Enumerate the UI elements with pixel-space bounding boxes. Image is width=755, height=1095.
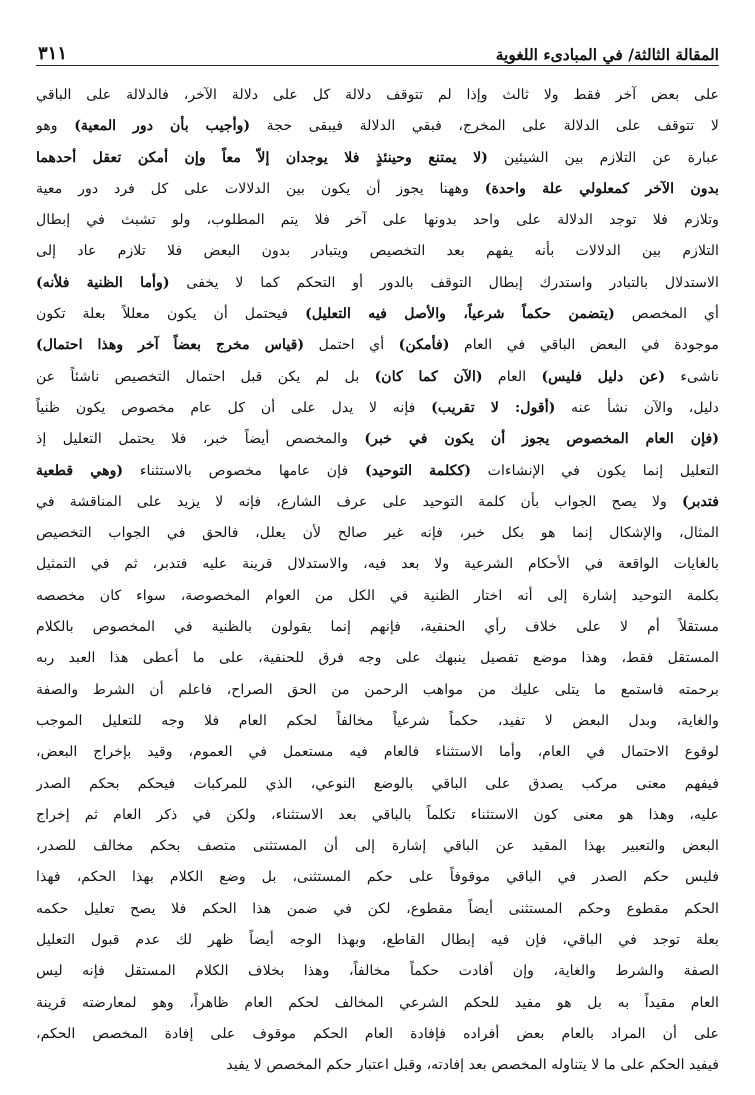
text-segment: فإن عامها مخصوص بالاستثناء (123, 462, 365, 479)
text-segment: الاستدلال بالتبادر واستدرك إبطال التوقف بالدور أو التحكم كما لا يخفى (169, 274, 719, 291)
text-line (36, 643, 719, 674)
text-line (36, 362, 719, 393)
text-segment: دليل، والآن نشأ عنه (555, 399, 719, 416)
text-segment: بكلمة التوحيد إشارة إلى أنه اختار الظنية في الكل من العوام المخصوصة، سواء كان مخصصه (36, 587, 719, 604)
text-segment: موجودة في البعض الباقي في العام (449, 337, 719, 354)
body-text (36, 80, 719, 1082)
text-segment: الحكم مقطوع وحكم المستثنى أيضاً مقطوع، لكن في ضمن هذا الحكم فلا يصح تعليل حكمه (36, 900, 719, 917)
text-segment: الصفة والشرط والغاية، وإن أفادت حكماً مخالفاً، وهذا بخلاف الكلام المستقل فإنه ليس (36, 963, 719, 980)
text-line (36, 769, 719, 800)
text-line (36, 456, 719, 487)
text-line (36, 831, 719, 862)
text-line (36, 925, 719, 956)
text-segment: فيفيد الحكم على ما لا يتناوله المخصص بعد إفادته، وقبل اعتبار حكم المخصص لا يفيد (226, 1057, 719, 1074)
text-segment: لا تتوقف على الدلالة على المخرج، فبقي الدلالة فيبقى حجة (250, 118, 719, 135)
text-segment: ناشىء (665, 368, 719, 385)
text-segment: العام (482, 368, 542, 385)
text-line (36, 487, 719, 518)
text-line (36, 675, 719, 706)
text-line (36, 737, 719, 768)
text-line (36, 143, 719, 174)
text-line (36, 549, 719, 580)
text-line (36, 236, 719, 267)
text-line (36, 268, 719, 299)
text-line (36, 80, 719, 111)
text-line (36, 424, 719, 455)
text-segment: المستقل فقط، وهذا موضع تفصيل ينبهك على وجه فرق للحنفية، على ما أعطى هذا العبد ربه (36, 650, 719, 667)
text-segment: على بعض آخر فقط ولا ثالث وإذا لم تتوقف دلالة كل على دلالة الآخر، فالدلالة على الباقي (36, 87, 719, 103)
bold-segment: (فأمكن) (398, 337, 450, 354)
text-line (36, 612, 719, 643)
text-segment: فيحتمل أن يكون معللاً بعلة تكون (36, 306, 306, 323)
bold-segment: (فإن العام المخصوص يجوز أن يكون في خبر) (364, 431, 719, 448)
text-line (36, 706, 719, 737)
text-segment: عليه، وهذا هو معنى كون الاستثناء تكلماً بالباقي بعد الاستثناء، ولكن في ذكر العام ثم إخراج (36, 806, 719, 823)
text-segment: العام مقيداً به بل هو مفيد للحكم الشرعي المخالف لحكم العام ظاهراً، وهو لمعارضته قرينة (36, 994, 719, 1011)
bold-segment: (عن دليل فليس) (541, 368, 666, 385)
text-line (36, 205, 719, 236)
text-segment: أي احتمل (304, 337, 399, 354)
text-segment: بالغايات الواقعة في الأحكام الشرعية ولا بعد فيه، والاستدلال قرينة عليه فتدبر، ثم في التمثيل (36, 556, 719, 573)
page-number: ٣١١ (38, 43, 68, 64)
text-line (36, 111, 719, 142)
text-segment: وهو (36, 118, 75, 135)
text-segment: وتلازم فلا توجد الدلالة على واحد بدونها على آخر فلا يتم المطلوب، ولو تشبث في إبطال (36, 212, 719, 229)
text-segment: فيفهم معنى مركب يصدق على الباقي بالوضع النوعي، الذي للمركبات فيحكم بحكم الصدر (36, 775, 719, 792)
running-header (38, 34, 719, 64)
text-line (36, 299, 719, 330)
text-line (36, 956, 719, 987)
text-line (36, 1050, 719, 1081)
bold-segment: (أقول: لا تقريب) (431, 399, 556, 416)
bold-segment: (يتضمن حكماً شرعياً، والأصل فيه التعليل) (305, 306, 615, 323)
bold-segment: بدون الآخر كمعلولي علة واحدة) (484, 180, 719, 197)
text-segment: والمخصص أيضاً خبر، فلا يحتمل التعليل إذ (36, 431, 365, 448)
bold-segment: (وهي قطعية (36, 462, 124, 479)
bold-segment: (قياس مخرج بعضاً آخر وهذا احتمال) (36, 337, 305, 354)
text-line (36, 800, 719, 831)
bold-segment: (الآن كما كان) (374, 368, 483, 385)
text-line (36, 1019, 719, 1050)
text-segment: وههنا يجوز أن يكون بين الدلالات على كل فرد دور معية (36, 180, 485, 197)
text-segment: لوقوع الاحتمال في العام، وأما الاستثناء فالعام فيه مستعمل في العموم، وقيد بإخراج البعض، (36, 744, 719, 761)
text-line (36, 518, 719, 549)
text-segment: على أن المراد بالعام بعض أفراده فإفادة العام الحكم موقوف على إفادة المخصص الحكم، (36, 1025, 719, 1042)
text-line (36, 894, 719, 925)
text-segment: فليس حكم الصدر في الباقي موقوفاً على حكم المستثنى، بل وضع الكلام بهذا الحكم، فهذا (36, 869, 719, 886)
text-segment: البعض والتعبير بهذا المقيد عن الباقي إشارة إلى أن المستثنى متصف بحكم مخالف للصدر، (36, 838, 719, 855)
text-segment: المثال، والإشكال إنما هو بكل خبر، فإنه غير صالح لأن يعلل، فالحق في الجواب التخصيص (36, 525, 719, 542)
text-line (36, 988, 719, 1019)
text-line (36, 330, 719, 361)
text-segment: بل لم يكن قبل احتمال التخصيص ناشئاً عن (36, 368, 375, 385)
header-rule (36, 65, 719, 66)
text-segment: أي المخصص (614, 306, 719, 323)
bold-segment: فتدبر) (682, 493, 719, 510)
text-segment: ولا يصح الجواب بأن كلمة التوحيد على عرف الشارع، فإنه لا يزيد على المناقشة في (36, 493, 682, 510)
bold-segment: (وأما الظنية فلأنه) (36, 274, 170, 291)
text-line (36, 393, 719, 424)
text-segment: عبارة عن التلازم بين الشيئين (487, 149, 719, 166)
text-line (36, 862, 719, 893)
bold-segment: (وأجيب بأن دور المعية) (74, 118, 251, 135)
bold-segment: (لا يمتنع وحينئذٍ فلا يوجدان إلاّ معاً وإن أمكن تعقل أحدهما (36, 149, 488, 166)
text-line (36, 581, 719, 612)
text-segment: والغاية، وبدل البعض لا تفيد، حكماً شرعياً مخالفاً لحكم العام فلا وجه للتعليل الموجب (36, 712, 719, 729)
text-segment: مستقلاً أم لا على خلاف رأي الحنفية، فإنهم إنما يقولون بالظنية في المخصوص بالكلام (36, 619, 719, 636)
text-segment: فإنه لا يدل على أن كل عام مخصوص يكون ظنياً (36, 399, 432, 416)
header-title: المقالة الثالثة/ في المبادىء اللغوية (495, 45, 719, 64)
text-segment: برحمته فاستمع ما يتلى عليك من مواهب الرحمن من الحق الصراح، فاعلم أن الشرط والصفة (36, 681, 719, 698)
text-segment: التعليل إنما يكون في الإنشاءات (470, 462, 719, 479)
text-segment: بعلة توجد في الباقي، فإن فيه إبطال القاطع، وبهذا الوجه أيضاً ظهر لك عدم قبول التعليل (36, 932, 719, 949)
bold-segment: (ككلمة التوحيد) (364, 462, 471, 479)
text-line (36, 174, 719, 205)
text-segment: التلازم بين الدلالات بأنه يفهم بعد التخصيص ويتبادر بدون البعض فلا تلازم عاد إلى (36, 243, 719, 260)
